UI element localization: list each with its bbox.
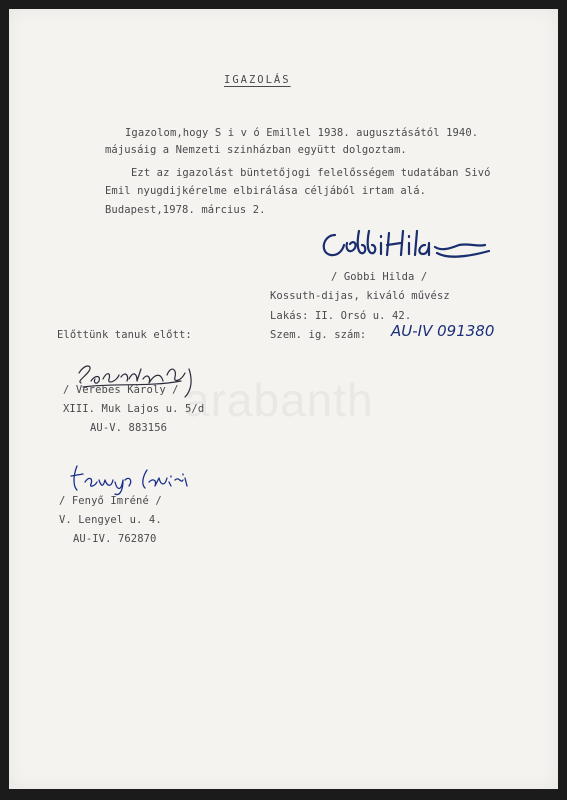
signature-fenyo-imrene bbox=[67, 456, 197, 496]
signatory-id-label: Szem. ig. szám: bbox=[270, 329, 367, 341]
signature-gobbi-hilda bbox=[317, 221, 507, 266]
place-date: Budapest,1978. március 2. bbox=[105, 204, 266, 216]
signatory-address: Lakás: II. Orsó u. 42. bbox=[270, 310, 412, 322]
witness-2-address: V. Lengyel u. 4. bbox=[59, 514, 162, 526]
document-page bbox=[9, 9, 558, 789]
witness-1-id: AU-V. 883156 bbox=[90, 422, 168, 434]
body-line-2: májusáig a Nemzeti szinházban együtt dolgoztam. bbox=[105, 144, 407, 156]
document-title: IGAZOLÁS bbox=[224, 74, 291, 86]
witness-1-name: / Verebes Károly / bbox=[63, 384, 179, 396]
signatory-title: Kossuth-dijas, kiváló művész bbox=[270, 290, 450, 302]
watermark: arabanth bbox=[184, 374, 374, 426]
witness-2-id: AU-IV. 762870 bbox=[73, 533, 157, 545]
witness-1-address: XIII. Muk Lajos u. 5/d bbox=[63, 403, 205, 415]
body-line-1: Igazolom,hogy S i v ó Emillel 1938. augusztásától 1940. bbox=[125, 127, 479, 139]
witness-2-name: / Fenyő Imréné / bbox=[59, 495, 162, 507]
witnesses-header: Előttünk tanuk előtt: bbox=[57, 329, 192, 341]
signatory-name: / Gobbi Hilda / bbox=[331, 271, 428, 283]
body-line-4: Emil nyugdijkérelme elbirálása céljából irtam alá. bbox=[105, 185, 427, 197]
body-line-3: Ezt az igazolást büntetőjogi felelősségem tudatában Sivó bbox=[131, 167, 491, 179]
signatory-id-number: AU-IV 091380 bbox=[391, 322, 495, 340]
